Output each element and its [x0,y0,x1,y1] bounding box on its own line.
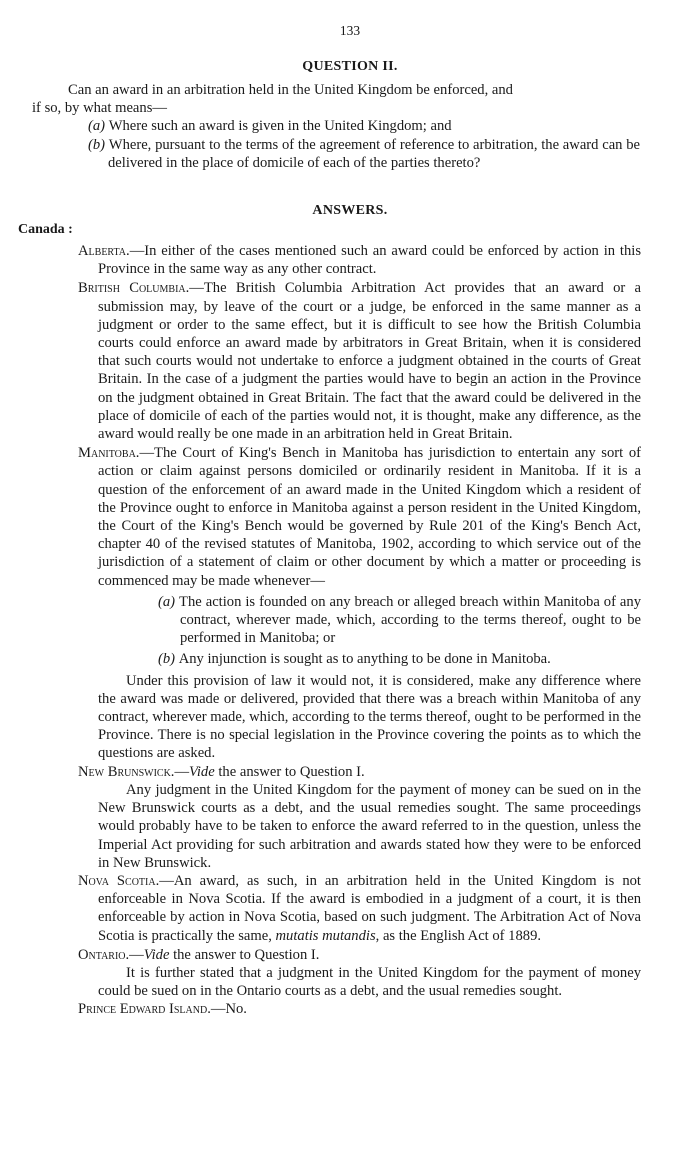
answers-heading: ANSWERS. [312,203,388,218]
entry-new-brunswick: New Brunswick.—Vide the answer to Question I. [78,763,365,780]
new-brunswick-paragraph: Any judgment in the United Kingdom for the payment of money can be sued on in the New Brunswick courts as a debt, and the usual remedies sought. The same proceedings would probably have to be taken to enforce the award referred to in the question, unless the Imperial Act providing for such arbitration and awards stated how they were to be enforced in New Brunswick. [98,781,641,871]
ontario-paragraph: It is further stated that a judgment in the United Kingdom for the payment of money could be sued on in the Ontario courts as a debt, and the usual remedies sought. [98,964,641,1000]
manitoba-paragraph: Under this provision of law it would not, it is considered, make any difference where the award was made or delivered, provided that there was a breach within Manitoba of any contract, wherever made, which, according to the terms thereof, ought to be performed in the Province. There is no special legislation in the Province covering the points as to which the questions are asked. [98,672,642,762]
question-title: QUESTION II. [302,59,398,74]
question-block [32,81,640,172]
province-name: Ontario. [78,946,130,963]
province-name: British Columbia. [78,280,190,297]
province-name: New Brunswick. [78,763,175,780]
question-intro-line1: Can an award in an arbitration held in the United Kingdom be enforced, and [68,82,513,98]
entry-nova-scotia: Nova Scotia.—An award, as such, in an arbitration held in the United Kingdom is not enforceable in Nova Scotia. If the award is embodied in a judgment of a court, it is then enforceable by action in Nova Scotia, based on such judgment. The Arbitration Act of Nova Scotia is practically the same, mutatis mutandis, as the English Act of 1889. [78,872,641,944]
province-name: Prince Edward Island. [78,1001,211,1018]
entry-alberta: Alberta.—In either of the cases mentioned such an award could be enforced by action in this Province in the same way as any other contract. [78,243,641,278]
province-name: Nova Scotia. [78,872,160,889]
country-heading: Canada : [18,222,73,237]
question-item-a: (a) Where such an award is given in the United Kingdom; and [88,118,452,135]
manitoba-sub-b: (b) Any injunction is sought as to anything to be done in Manitoba. [158,651,551,668]
page-number: 133 [339,23,361,38]
entry-british-columbia: British Columbia.—The British Columbia Arbitration Act provides that an award or a submission may, by leave of the court or a judge, be enforced in the same manner as a judgment or order to the same effect, but it is difficult to see how the British Columbia courts could enforce an award made by arbitrators in Great Britain, when it is considered that such courts would not undertake to enforce a judgment obtained in the courts of Great Britain. In the case of a judgment the parties would have to begin an action in the Province on the judgment obtained in Great Britain. The fact that the award could be delivered in the place of domicile of each of the parties would not, it is thought, make any difference, as the award would really be one made in an arbitration held in Great Britain. [78,280,642,443]
entry-ontario: Ontario.—Vide the answer to Question I. [78,946,320,963]
entry-manitoba: Manitoba.—The Court of King's Bench in Manitoba has jurisdiction to entertain any sort of action or claim against persons domiciled or ordinarily resident in Manitoba. If it is a question of the enforcement of an award made in the United Kingdom which a resident of the Province ought to enforce in Manitoba against a person resident in the United Kingdom, the Court of the King's Bench would be governed by Rule 201 of the King's Bench Act, chapter 40 of the revised statutes of Manitoba, 1902, according to which service out of the jurisdiction of a statement of claim or other document by which a matter or proceeding is commenced may be made whenever— [78,445,641,589]
manitoba-sub-a: (a) The action is founded on any breach or alleged breach within Manitoba of any contract, wherever made, which, according to the terms thereof, ought to be performed in Manitoba; or [158,593,642,647]
answers-body [78,242,641,1019]
entry-prince-edward-island: Prince Edward Island.—No. [78,1001,247,1018]
question-item-b: (b) Where, pursuant to the terms of the agreement of reference to arbitration, the award can be delivered in the place of domicile of each of the parties thereto? [88,136,640,171]
question-intro-line2: if so, by what means— [32,100,167,117]
province-name: Manitoba. [78,445,140,462]
province-name: Alberta. [78,243,130,259]
